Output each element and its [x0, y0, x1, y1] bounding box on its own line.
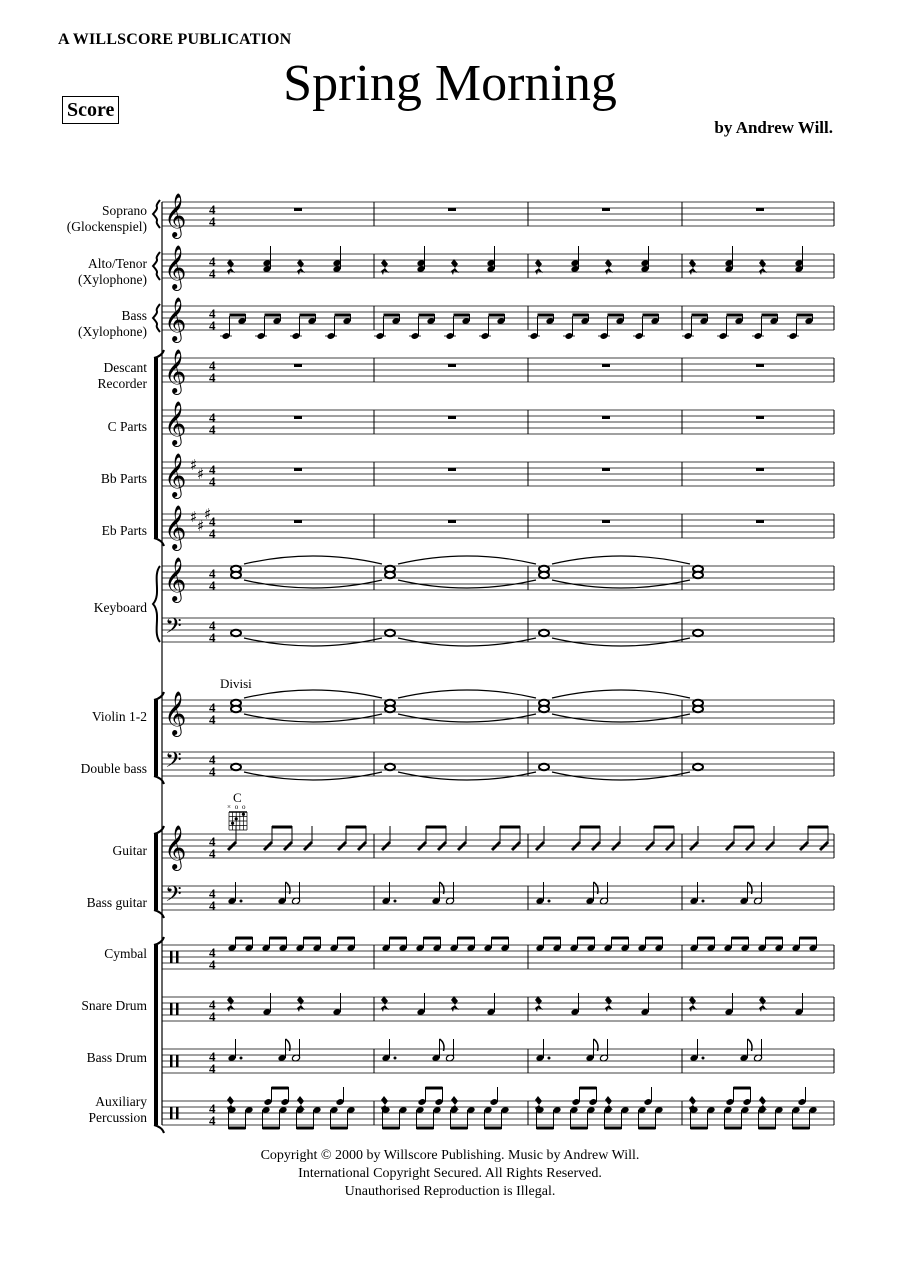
chord-symbol: C	[233, 790, 242, 805]
footer-line-2: International Copyright Secured. All Rights Reserved.	[298, 1166, 602, 1181]
whole-rest	[756, 208, 764, 211]
whole-note	[693, 706, 703, 712]
label-bb-parts: Bb Parts	[100, 471, 147, 486]
time-sig-top: 4	[209, 997, 216, 1012]
sharp-sign: ♯	[197, 465, 205, 483]
strings-bracket	[154, 700, 158, 776]
staff	[162, 297, 834, 343]
time-sig-bottom: 4	[209, 318, 216, 333]
time-sig-top: 4	[209, 886, 216, 901]
footer-line-1: Copyright © 2000 by Willscore Publishing. Music by Andrew Will.	[260, 1148, 640, 1163]
bass-clef: 𝄢	[165, 882, 182, 912]
staff	[162, 1039, 834, 1076]
whole-note	[539, 764, 549, 770]
whole-note	[385, 764, 395, 770]
time-sig-bottom: 4	[209, 370, 216, 385]
whole-rest	[756, 416, 764, 419]
whole-note	[385, 706, 395, 712]
time-sig-top: 4	[209, 618, 216, 633]
whole-rest	[294, 208, 302, 211]
whole-note	[539, 572, 549, 578]
quarter-rest	[297, 996, 305, 1012]
whole-note	[539, 706, 549, 712]
augmentation-dot	[394, 1057, 397, 1060]
time-sig-bottom: 4	[209, 630, 216, 645]
copyright-footer	[0, 1147, 900, 1201]
treble-clef: 𝄞	[164, 349, 187, 393]
quarter-rest	[605, 996, 613, 1012]
label-violin: Violin 1-2	[91, 709, 147, 724]
time-sig-top: 4	[209, 358, 216, 373]
whole-rest	[294, 416, 302, 419]
label-double-bass: Double bass	[80, 761, 147, 776]
augmentation-dot	[394, 900, 397, 903]
chord-open-mute-marks: × o o	[227, 803, 247, 811]
bass-xylophone-brace	[153, 304, 160, 332]
composer-credit: by Andrew Will.	[714, 118, 833, 137]
recorder-bracket	[154, 358, 158, 538]
chord-finger-dot	[242, 813, 245, 816]
quarter-rest	[451, 259, 459, 275]
staff	[162, 1087, 834, 1129]
whole-rest	[756, 468, 764, 471]
soprano-brace	[153, 200, 160, 228]
whole-rest	[756, 364, 764, 367]
treble-clef: 𝄞	[164, 401, 187, 445]
time-sig-bottom: 4	[209, 214, 216, 229]
sharp-sign: ♯	[190, 456, 198, 474]
label-c-parts: C Parts	[107, 419, 147, 434]
tie	[398, 556, 536, 564]
whole-note	[385, 572, 395, 578]
tie	[398, 690, 536, 698]
time-sig-bottom: 4	[209, 1009, 216, 1024]
time-sig-top: 4	[209, 1101, 216, 1116]
whole-note	[231, 572, 241, 578]
whole-note	[231, 706, 241, 712]
staff	[162, 882, 834, 913]
label-soprano: Soprano (Glockenspiel)	[66, 203, 147, 234]
label-guitar: Guitar	[112, 843, 147, 858]
label-bass-xylophone: Bass (Xylophone)	[78, 308, 147, 339]
time-sig-bottom: 4	[209, 712, 216, 727]
quarter-rest	[535, 996, 543, 1012]
whole-rest	[602, 416, 610, 419]
footer-line-3: Unauthorised Reproduction is Illegal.	[344, 1184, 556, 1199]
quarter-rest	[759, 259, 767, 275]
time-sig-top: 4	[209, 410, 216, 425]
staff	[162, 401, 834, 447]
whole-rest	[756, 520, 764, 523]
time-sig-bottom: 4	[209, 1113, 216, 1128]
treble-clef: 𝄞	[164, 193, 187, 237]
label-auxiliary-percussion: Auxiliary Percussion	[88, 1094, 147, 1125]
percussion-clef-bar	[176, 951, 179, 963]
time-sig-top: 4	[209, 1049, 216, 1064]
quarter-rest	[451, 996, 459, 1012]
time-sig-bottom: 4	[209, 578, 216, 593]
whole-rest	[294, 520, 302, 523]
staff	[162, 349, 834, 395]
whole-note	[693, 572, 703, 578]
label-alto-tenor: Alto/Tenor (Xylophone)	[78, 256, 147, 287]
percussion-clef-bar	[176, 1003, 179, 1015]
label-descant-recorder: Descant Recorder	[97, 360, 147, 391]
percussion-clef-bar	[176, 1055, 179, 1067]
quarter-rest	[689, 996, 697, 1012]
quarter-rest	[381, 259, 389, 275]
time-sig-top: 4	[209, 306, 216, 321]
augmentation-dot	[702, 1057, 705, 1060]
treble-clef: 𝄞	[164, 691, 187, 735]
tie	[552, 556, 690, 564]
staff	[162, 748, 834, 780]
sharp-sign: ♯	[204, 505, 212, 523]
whole-rest	[602, 364, 610, 367]
staff	[162, 453, 834, 499]
time-sig-bottom: 4	[209, 846, 216, 861]
staff	[162, 556, 834, 603]
staff	[162, 245, 834, 291]
staff	[162, 937, 834, 972]
score-badge: Score	[62, 96, 119, 124]
sharp-sign: ♯	[197, 517, 205, 535]
label-bass-guitar: Bass guitar	[86, 895, 147, 910]
quarter-rest	[227, 996, 235, 1012]
whole-rest	[448, 468, 456, 471]
whole-note	[693, 764, 703, 770]
augmentation-dot	[240, 1057, 243, 1060]
alto-brace	[153, 252, 160, 280]
treble-clef: 𝄞	[164, 557, 187, 601]
augmentation-dot	[240, 900, 243, 903]
time-sig-top: 4	[209, 945, 216, 960]
chord-finger-dot	[231, 822, 234, 825]
time-sig-bottom: 4	[209, 1061, 216, 1076]
quarter-rest	[759, 996, 767, 1012]
time-sig-top: 4	[209, 254, 216, 269]
time-sig-bottom: 4	[209, 474, 216, 489]
label-eb-parts: Eb Parts	[101, 523, 147, 538]
quarter-rest	[535, 259, 543, 275]
staff	[162, 193, 834, 239]
publisher-line: A WILLSCORE PUBLICATION	[58, 31, 292, 48]
percussion-clef-bar	[170, 1107, 173, 1119]
score-title: Spring Morning	[283, 55, 617, 112]
staff	[162, 825, 834, 871]
time-sig-top: 4	[209, 514, 216, 529]
chord-finger-dot	[235, 817, 238, 820]
bass-clef: 𝄢	[165, 748, 182, 778]
whole-rest	[448, 416, 456, 419]
time-sig-top: 4	[209, 700, 216, 715]
time-sig-top: 4	[209, 834, 216, 849]
percussion-clef-bar	[170, 951, 173, 963]
treble-clef: 𝄞	[164, 825, 187, 869]
time-sig-top: 4	[209, 752, 216, 767]
keyboard-brace	[153, 566, 160, 642]
staff	[162, 614, 834, 646]
percussion-clef-bar	[176, 1107, 179, 1119]
treble-clef: 𝄞	[164, 297, 187, 341]
quarter-rest	[689, 259, 697, 275]
staff	[162, 993, 834, 1024]
percussion-clef-bar	[170, 1003, 173, 1015]
time-sig-bottom: 4	[209, 266, 216, 281]
time-sig-bottom: 4	[209, 526, 216, 541]
time-sig-top: 4	[209, 566, 216, 581]
percussion-clef-bar	[170, 1055, 173, 1067]
tie	[244, 556, 382, 564]
bass-clef: 𝄢	[165, 614, 182, 644]
quarter-rest	[381, 996, 389, 1012]
whole-rest	[602, 468, 610, 471]
staff	[162, 690, 834, 737]
treble-clef: 𝄞	[164, 245, 187, 289]
treble-clef: 𝄞	[164, 505, 187, 549]
whole-rest	[448, 364, 456, 367]
tie	[244, 690, 382, 698]
time-sig-top: 4	[209, 202, 216, 217]
augmentation-dot	[548, 900, 551, 903]
time-sig-bottom: 4	[209, 898, 216, 913]
quarter-rest	[297, 259, 305, 275]
time-sig-bottom: 4	[209, 957, 216, 972]
tie	[552, 690, 690, 698]
whole-note	[231, 764, 241, 770]
divisi-marking: Divisi	[220, 676, 252, 691]
time-sig-top: 4	[209, 462, 216, 477]
quarter-rest	[227, 259, 235, 275]
time-sig-bottom: 4	[209, 764, 216, 779]
whole-note	[539, 630, 549, 636]
whole-rest	[294, 364, 302, 367]
percussion-bracket-bottom	[154, 1125, 164, 1133]
whole-note	[385, 630, 395, 636]
augmentation-dot	[702, 900, 705, 903]
staff	[162, 505, 834, 551]
whole-rest	[602, 208, 610, 211]
quarter-rest	[605, 259, 613, 275]
whole-rest	[294, 468, 302, 471]
percussion-bracket	[154, 945, 158, 1125]
guitar-bracket	[154, 834, 158, 910]
whole-rest	[602, 520, 610, 523]
sharp-sign: ♯	[190, 508, 198, 526]
whole-rest	[448, 208, 456, 211]
label-snare-drum: Snare Drum	[81, 998, 147, 1013]
time-sig-bottom: 4	[209, 422, 216, 437]
label-keyboard: Keyboard	[93, 600, 147, 615]
label-cymbal: Cymbal	[104, 946, 147, 961]
augmentation-dot	[548, 1057, 551, 1060]
treble-clef: 𝄞	[164, 453, 187, 497]
whole-rest	[448, 520, 456, 523]
whole-note	[231, 630, 241, 636]
label-bass-drum: Bass Drum	[86, 1050, 147, 1065]
whole-note	[693, 630, 703, 636]
